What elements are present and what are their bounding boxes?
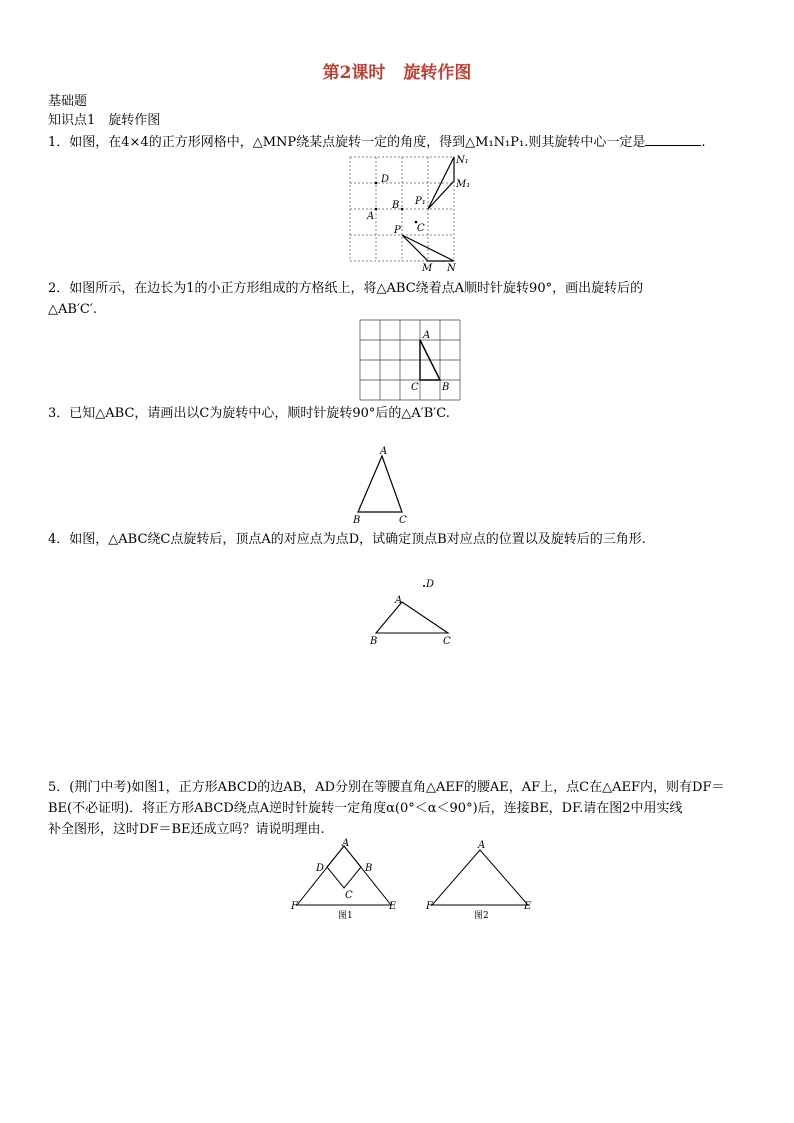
point-a [375, 208, 378, 211]
label-c: C [417, 223, 425, 234]
label-d: D [381, 174, 390, 185]
q4-label-a: A [395, 595, 403, 606]
label-p: P [394, 225, 401, 236]
fig2-label-f: F [426, 901, 433, 912]
q3-label-a: A [380, 446, 388, 457]
label-b: B [392, 200, 400, 211]
fig1-label-d: D [316, 863, 325, 874]
fig2-caption: 图2 [474, 911, 489, 921]
question-2-line-2: △AB′C′. [48, 302, 97, 317]
square-abcd-fig1 [327, 846, 361, 888]
q4-label-b: B [370, 636, 378, 647]
q1-grid-figure [350, 155, 471, 274]
fig1-label-e: E [389, 901, 397, 912]
q4-point-d [423, 585, 425, 587]
section-heading: 基础题 [48, 94, 88, 109]
question-2-line-1: 2．如图所示，在边长为1的小正方形组成的方格纸上，将△ABC绕着点A顺时针旋转90°，画出旋转后的 [48, 281, 644, 296]
q3-label-c: C [399, 515, 407, 526]
q3-triangle-figure [348, 444, 414, 526]
q2-label-b: B [442, 382, 450, 393]
question-1-text: 1．如图，在4×4的正方形网格中，△MNP绕某点旋转一定的角度，得到△M₁N₁P₁.则其旋转中心一定是 . [48, 135, 706, 150]
point-d [375, 182, 378, 185]
q3-label-b: B [353, 515, 361, 526]
q4-label-d: D [426, 579, 435, 590]
label-n1: N₁ [456, 155, 469, 166]
fig1-label-b: B [365, 863, 373, 874]
question-4-text: 4．如图，△ABC绕C点旋转后，顶点A的对应点为点D，试确定顶点B对应点的位置以及旋转后的三角形. [48, 532, 646, 547]
fig2-label-e: E [524, 901, 532, 912]
fig1-caption: 图1 [338, 911, 353, 921]
knowledge-point-heading: 知识点1 旋转作图 [48, 113, 161, 128]
label-a: A [367, 211, 375, 222]
q5-figure-1 [288, 838, 400, 922]
question-5-line-3: 补全图形，这时DF＝BE还成立吗？请说明理由. [48, 822, 325, 837]
q4-triangle-figure [366, 574, 462, 650]
triangle-aef-fig1 [297, 846, 391, 905]
fig1-label-c: C [345, 890, 353, 901]
triangle-abc-q4 [376, 602, 448, 633]
question-5-line-1: 5．(荆门中考)如图1，正方形ABCD的边AB，AD分别在等腰直角△AEF的腰AE，AF上，点C在△AEF内，则有DF＝ [48, 780, 725, 795]
fig1-label-f: F [291, 901, 298, 912]
question-5-line-2: BE(不必证明)．将正方形ABCD绕点A逆时针旋转一定角度α(0°＜α＜90°)后，连接BE，DF.请在图2中用实线 [48, 801, 683, 816]
label-m: M [422, 263, 433, 274]
label-m1: M₁ [456, 179, 471, 190]
question-3-text: 3．已知△ABC，请画出以C为旋转中心，顺时针旋转90°后的△A′B′C. [48, 406, 450, 421]
q2-grid-figure [360, 320, 464, 402]
q4-label-c: C [443, 636, 451, 647]
point-b [401, 208, 404, 211]
label-n: N [447, 263, 456, 274]
answer-blank[interactable] [645, 133, 701, 146]
fig2-label-a: A [478, 840, 486, 851]
q5-figure-2 [424, 838, 536, 922]
triangle-abc-q3 [358, 456, 402, 512]
label-p1: P₁ [415, 196, 426, 207]
q2-label-c: C [411, 382, 419, 393]
triangle-aef-fig2 [432, 850, 528, 905]
page-title: 第2课时 旋转作图 [322, 63, 472, 83]
q2-label-a: A [423, 330, 431, 341]
fig1-label-a: A [342, 838, 350, 849]
